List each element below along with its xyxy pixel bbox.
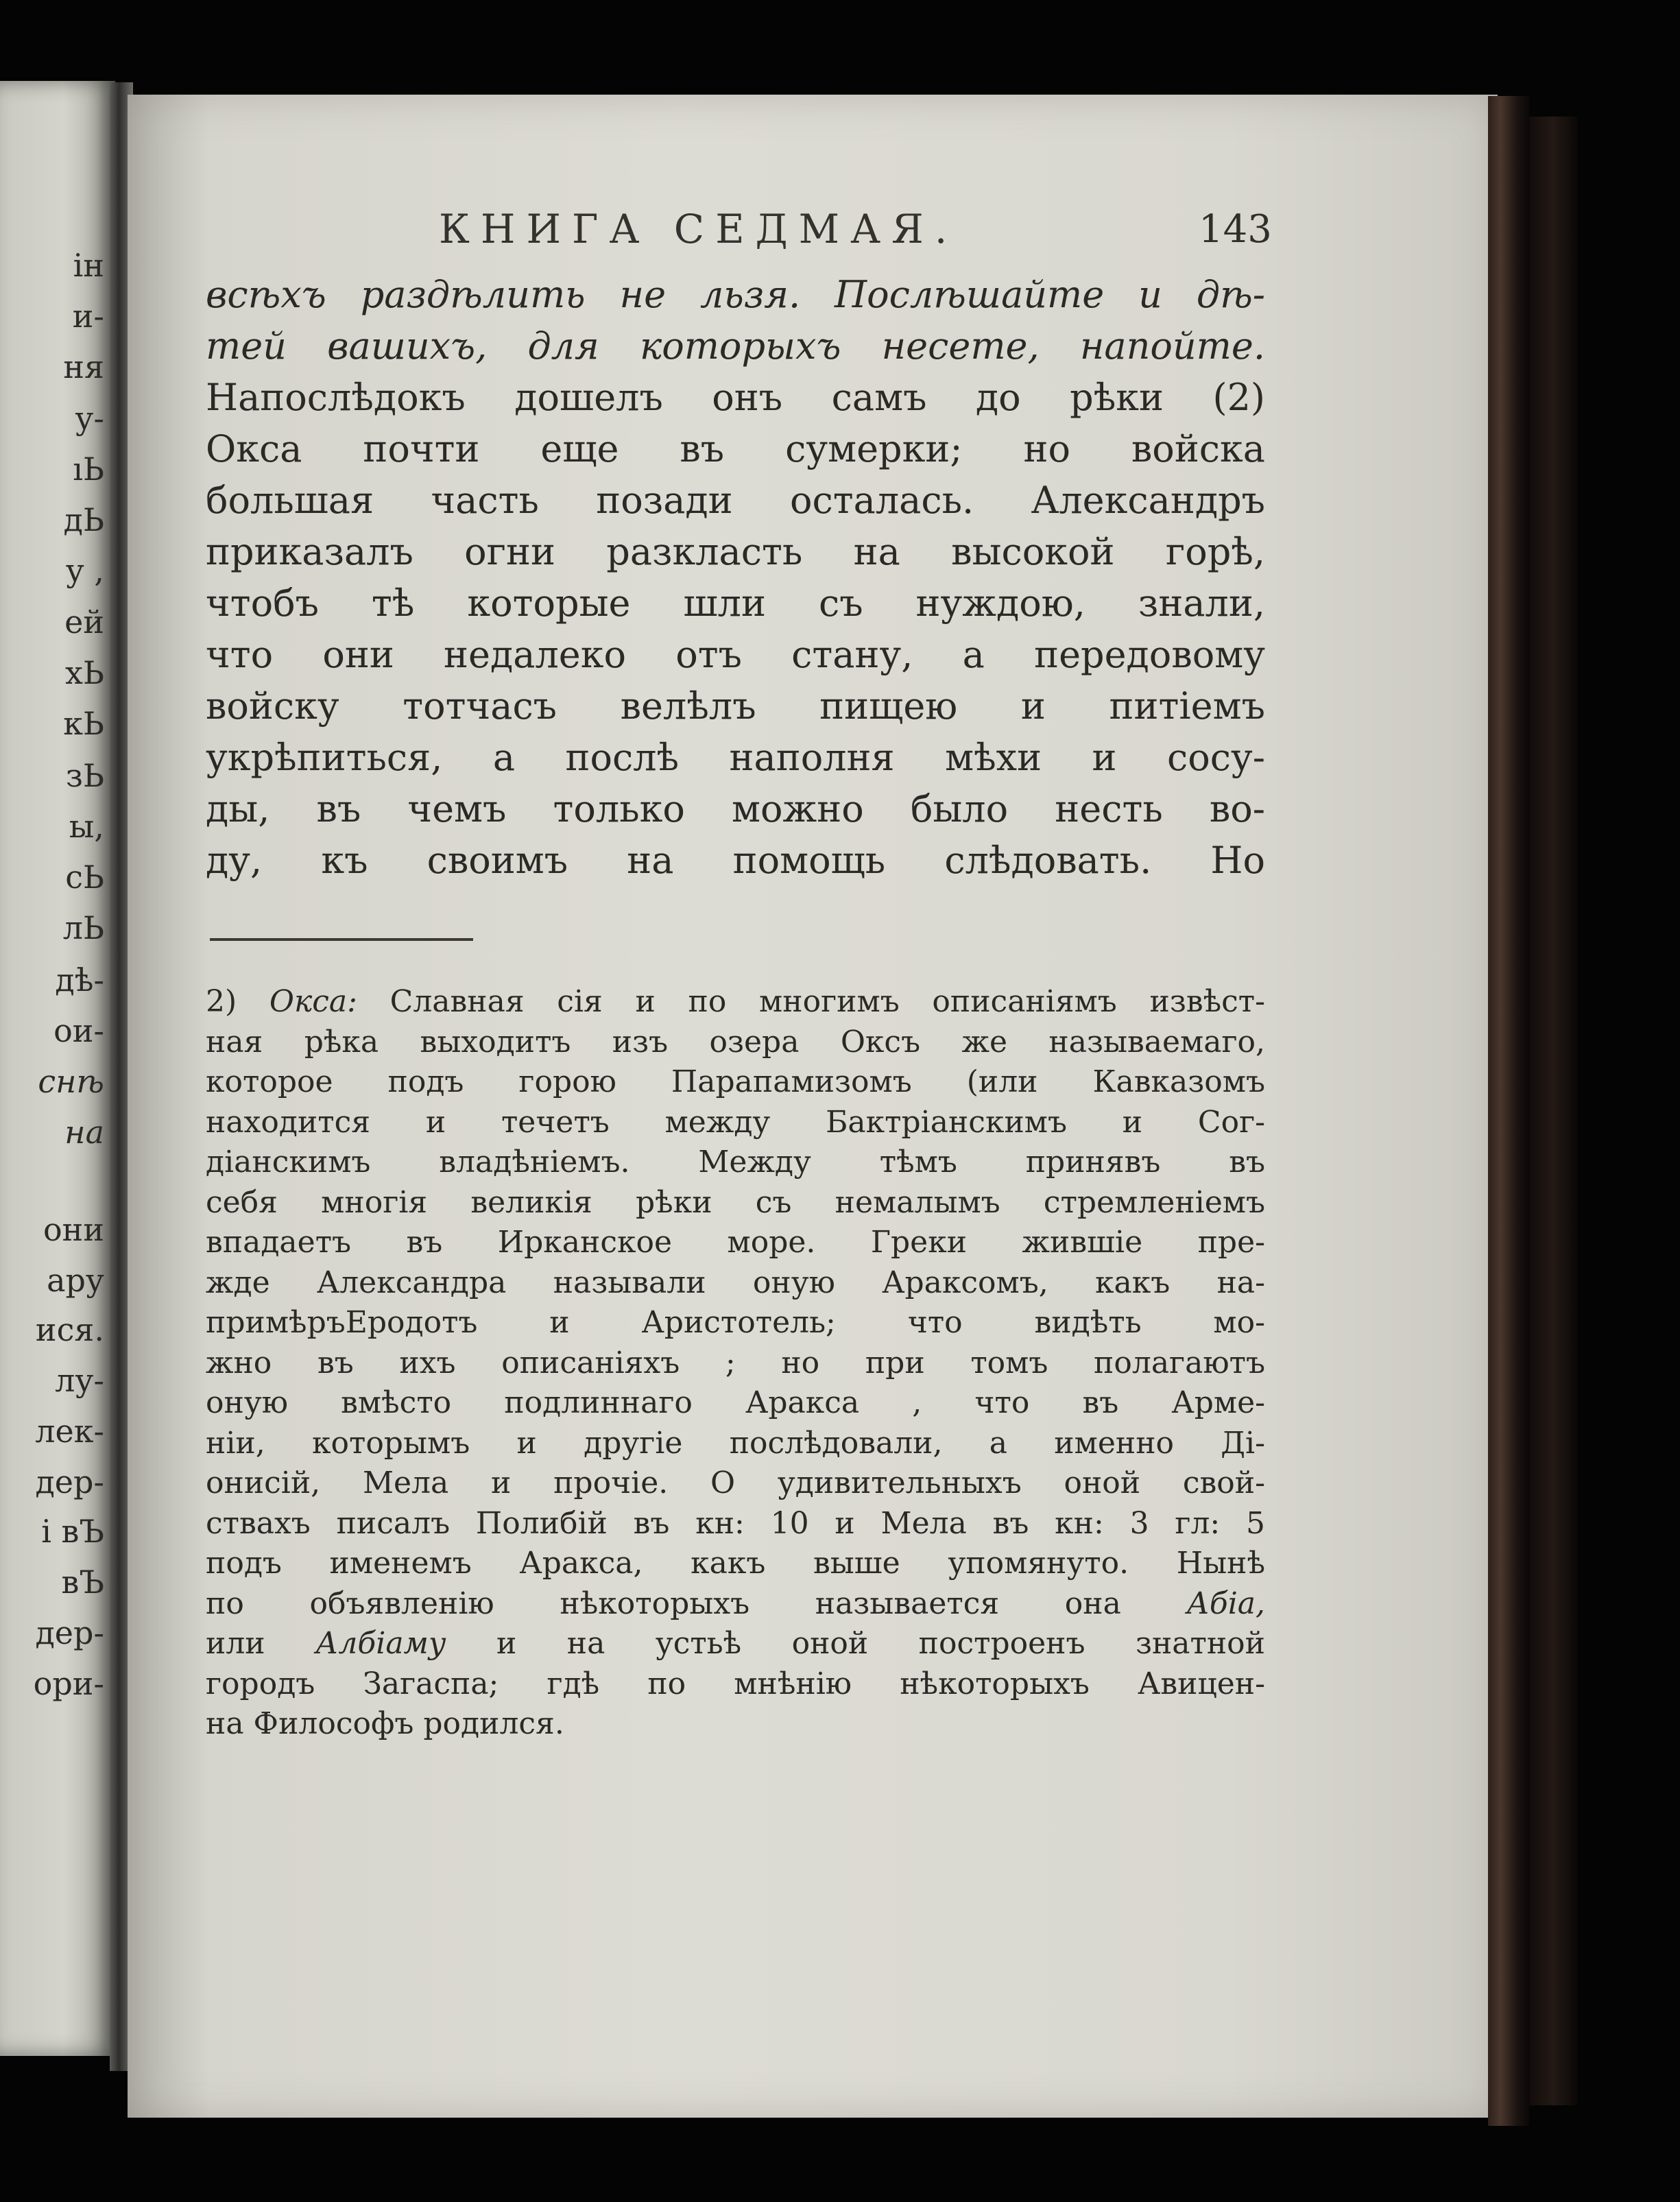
main-text-line: чтобъ тѣ которые шли съ нуждою, знали, — [206, 582, 1265, 625]
main-text-line: всѣхъ раздѣлить не льзя. Послѣшайте и дѣ- — [206, 273, 1265, 316]
main-text-line: укрѣпиться, а послѣ наполня мѣхи и сосу- — [206, 736, 1265, 779]
left-page-fragment: и- — [72, 298, 104, 335]
footnote-line-text: по объявленію нѣкоторыхъ называется она — [206, 1585, 1121, 1621]
footnote-marker: 2) — [206, 984, 237, 1019]
left-page-fragment: сЬ — [65, 859, 104, 896]
left-page-fragment: ару — [47, 1262, 104, 1299]
footnote-line: жде Александра называли оную Араксомъ, какъ на- — [206, 1265, 1265, 1300]
left-page-fragment: дер- — [35, 1614, 104, 1651]
footnote-line: впадаетъ въ Ирканское море. Греки жившіе пре- — [206, 1225, 1265, 1260]
left-page-fragment: лек- — [35, 1413, 104, 1450]
left-page-fragment: ня — [63, 348, 104, 385]
footnote-line: подъ именемъ Аракса, какъ выше упомянуто. Нынѣ — [206, 1546, 1265, 1581]
left-page-fragment: дѣ- — [55, 961, 104, 998]
footnote-term: Окса: — [269, 984, 357, 1019]
left-page-fragment: ей — [64, 603, 104, 641]
left-page-fragment: они — [43, 1211, 104, 1248]
left-page-fragment: дер- — [35, 1463, 104, 1500]
left-page-fragment: ися. — [35, 1311, 104, 1348]
footnote-italic-name: Абіа, — [1186, 1585, 1265, 1621]
book-cover-edge — [1529, 117, 1577, 2105]
main-text-line: тей вашихъ, для которыхъ несете, напойте. — [206, 324, 1265, 368]
footnote-line: онисій, Мела и прочіе. О удивительныхъ оной свой- — [206, 1465, 1265, 1500]
main-text-block — [206, 269, 1265, 886]
left-page-fragment: снѣ — [38, 1063, 104, 1100]
left-page-fragment: вЪ — [61, 1564, 104, 1601]
left-page-fragment: дЬ — [63, 501, 104, 538]
book-page-edges — [1488, 96, 1529, 2126]
left-page-fragment: у , — [65, 552, 104, 589]
left-page-fragment: на — [64, 1114, 104, 1151]
page-number: 143 — [1199, 207, 1272, 252]
footnote-line: городъ Загаспа; гдѣ по мнѣнію нѣкоторыхъ Авицен- — [206, 1666, 1265, 1701]
left-page-text-fragments — [0, 81, 110, 2056]
left-page-fragment: кЬ — [63, 705, 104, 742]
main-text-line: войску тотчасъ велѣлъ пищею и питіемъ — [206, 684, 1265, 728]
left-page-fragment: зЬ — [65, 757, 104, 794]
footnote-line-text: или — [206, 1626, 265, 1661]
footnote-line: ствахъ писалъ Полибій въ кн: 10 и Мела въ кн: 3 гл: 5 — [206, 1505, 1265, 1541]
main-text-line: ды, въ чемъ только можно было несть во- — [206, 787, 1265, 830]
main-text-line: Напослѣдокъ дошелъ онъ самъ до рѣки (2) — [206, 376, 1265, 419]
main-text-line: приказалъ огни разкласть на высокой горѣ, — [206, 530, 1265, 573]
footnote-line — [206, 1624, 1265, 1664]
left-facing-page — [0, 81, 115, 2056]
footnote-line — [206, 1584, 1265, 1625]
footnote-line-text: и на устьѣ оной построенъ знатной — [496, 1626, 1265, 1661]
left-page-fragment: ы, — [69, 808, 104, 845]
left-page-fragment: хЬ — [65, 654, 104, 691]
footnote-line: которое подъ горою Парапамизомъ (или Кавказомъ — [206, 1064, 1265, 1099]
footnote-italic-name: Албіаму — [315, 1626, 446, 1661]
left-page-fragment: ои- — [53, 1012, 104, 1049]
footnote-line: находится и течетъ между Бактріанскимъ и Сог- — [206, 1104, 1265, 1140]
left-page-fragment: лЬ — [62, 909, 104, 946]
left-page-fragment: і вЪ — [41, 1513, 104, 1550]
footnote-line: примѣръЕродотъ и Аристотель; что видѣть мо- — [206, 1305, 1265, 1340]
footnote-line: ніи, которымъ и другіе послѣдовали, а именно Ді- — [206, 1425, 1265, 1461]
main-text-line: большая часть позади осталась. Александръ — [206, 479, 1265, 522]
main-text-line: что они недалеко отъ стану, а передовому — [206, 633, 1265, 676]
main-text-line: ду, къ своимъ на помощь слѣдовать. Но — [206, 839, 1265, 882]
running-head: КНИГА СЕДМАЯ. — [439, 206, 959, 252]
footnote-line: себя многія великія рѣки съ немалымъ стремленіемъ — [206, 1184, 1265, 1220]
main-text-line: Окса почти еще въ сумерки; но войска — [206, 427, 1265, 470]
footnote-line: ная рѣка выходитъ изъ озера Оксъ же называемаго, — [206, 1024, 1265, 1060]
footnote-block — [206, 982, 1265, 1745]
footnote-separator-rule — [210, 938, 473, 941]
footnote-line: на Философъ родился. — [206, 1706, 564, 1741]
left-page-fragment: у- — [75, 400, 104, 437]
footnote-line: жно въ ихъ описаніяхъ ; но при томъ полагаютъ — [206, 1345, 1265, 1380]
left-page-fragment: ін — [73, 247, 104, 284]
left-page-fragment: ори- — [33, 1665, 104, 1702]
left-page-fragment: ıЬ — [73, 451, 104, 488]
left-page-fragment: лу- — [55, 1362, 104, 1399]
footnote-line — [206, 982, 1265, 1022]
footnote-line: діанскимъ владѣніемъ. Между тѣмъ принявъ въ — [206, 1145, 1265, 1180]
footnote-line: оную вмѣсто подлиннаго Аракса , что въ Арме- — [206, 1385, 1265, 1420]
footnote-line-text: Славная сія и по многимъ описаніямъ извѣст- — [389, 984, 1265, 1019]
